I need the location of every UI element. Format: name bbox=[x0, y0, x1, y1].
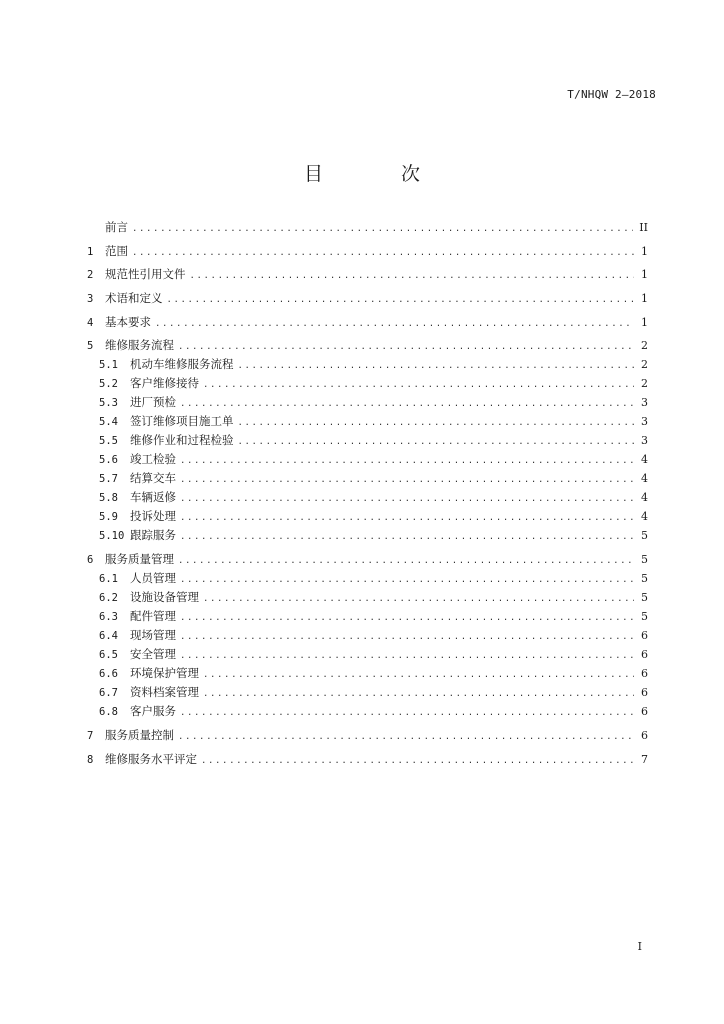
toc-entry[interactable] bbox=[87, 218, 648, 237]
toc-entry-label: 跟踪服务 bbox=[130, 528, 176, 543]
toc-entry-number: 6.8 bbox=[99, 706, 118, 719]
toc-leader-dots bbox=[201, 752, 634, 771]
toc-leader-dots bbox=[180, 647, 634, 666]
toc-entry-label: 机动车维修服务流程 bbox=[130, 357, 234, 372]
toc-entry-number: 6.6 bbox=[99, 668, 118, 681]
toc-entry-page: 6 bbox=[641, 705, 648, 719]
toc-leader-dots bbox=[132, 244, 634, 263]
toc-leader-dots bbox=[180, 528, 634, 547]
toc-leader-dots bbox=[180, 490, 634, 509]
table-of-contents bbox=[87, 218, 648, 769]
toc-entry-number: 5.6 bbox=[99, 454, 118, 467]
toc-leader-dots bbox=[178, 728, 634, 747]
toc-leader-dots bbox=[238, 414, 635, 433]
toc-entry[interactable] bbox=[87, 683, 648, 702]
toc-entry-page: 3 bbox=[641, 396, 648, 410]
page-title: 目 次 bbox=[303, 163, 457, 185]
toc-entry-page: 5 bbox=[641, 553, 648, 567]
toc-leader-dots bbox=[167, 291, 635, 310]
toc-entry-label: 客户服务 bbox=[130, 704, 176, 719]
toc-entry-number: 5.7 bbox=[99, 473, 118, 486]
toc-entry-page: 5 bbox=[641, 529, 648, 543]
toc-entry-page: 7 bbox=[641, 752, 648, 766]
toc-leader-dots bbox=[155, 315, 634, 334]
toc-entry[interactable] bbox=[87, 626, 648, 645]
toc-entry-number: 2 bbox=[87, 269, 94, 282]
toc-entry-page: 4 bbox=[641, 510, 648, 524]
toc-entry-page: 6 bbox=[641, 648, 648, 662]
toc-entry[interactable] bbox=[87, 726, 648, 745]
toc-entry-page: 3 bbox=[641, 415, 648, 429]
toc-entry-page: 3 bbox=[641, 434, 648, 448]
toc-entry[interactable] bbox=[87, 313, 648, 332]
toc-leader-dots bbox=[180, 471, 634, 490]
toc-leader-dots bbox=[178, 338, 634, 357]
toc-entry-page: 4 bbox=[641, 453, 648, 467]
toc-entry-label: 范围 bbox=[105, 243, 128, 258]
toc-entry[interactable] bbox=[87, 336, 648, 355]
toc-entry-page: 5 bbox=[641, 572, 648, 586]
toc-entry-label: 服务质量控制 bbox=[105, 727, 174, 742]
toc-leader-dots bbox=[203, 685, 634, 704]
toc-entry-number: 6 bbox=[87, 554, 94, 567]
toc-entry-number: 5.4 bbox=[99, 416, 118, 429]
toc-entry-label: 客户维修接待 bbox=[130, 376, 199, 391]
toc-entry-label: 现场管理 bbox=[130, 628, 176, 643]
toc-entry-number: 6.7 bbox=[99, 687, 118, 700]
toc-entry-label: 设施设备管理 bbox=[130, 590, 199, 605]
toc-entry-label: 进厂预检 bbox=[130, 395, 176, 410]
toc-entry-label: 资料档案管理 bbox=[130, 685, 199, 700]
toc-entry[interactable] bbox=[87, 645, 648, 664]
toc-leader-dots bbox=[180, 609, 634, 628]
toc-entry-page: 2 bbox=[641, 339, 648, 353]
toc-entry-number: 5.2 bbox=[99, 378, 118, 391]
toc-leader-dots bbox=[203, 666, 634, 685]
toc-entry-label: 配件管理 bbox=[130, 609, 176, 624]
toc-entry-label: 安全管理 bbox=[130, 647, 176, 662]
toc-entry-label: 环境保护管理 bbox=[130, 666, 199, 681]
toc-entry[interactable] bbox=[87, 265, 648, 284]
toc-leader-dots bbox=[238, 433, 635, 452]
toc-entry-label: 投诉处理 bbox=[130, 509, 176, 524]
toc-entry[interactable] bbox=[87, 507, 648, 526]
toc-entry-page: 6 bbox=[641, 728, 648, 742]
toc-entry-number: 6.1 bbox=[99, 573, 118, 586]
toc-leader-dots bbox=[180, 704, 634, 723]
toc-entry-number: 3 bbox=[87, 293, 94, 306]
toc-entry-page: 1 bbox=[641, 315, 648, 329]
toc-entry-label: 基本要求 bbox=[105, 314, 151, 329]
toc-entry-label: 车辆返修 bbox=[130, 490, 176, 505]
toc-leader-dots bbox=[203, 376, 634, 395]
toc-leader-dots bbox=[180, 628, 634, 647]
toc-entry-number: 6.3 bbox=[99, 611, 118, 624]
toc-entry-page: II bbox=[639, 221, 648, 234]
toc-entry[interactable] bbox=[87, 569, 648, 588]
toc-entry[interactable] bbox=[87, 607, 648, 626]
toc-entry-page: 6 bbox=[641, 686, 648, 700]
toc-entry[interactable] bbox=[87, 431, 648, 450]
toc-leader-dots bbox=[190, 267, 635, 286]
toc-entry[interactable] bbox=[87, 750, 648, 769]
toc-entry[interactable] bbox=[87, 393, 648, 412]
toc-entry-number: 6.5 bbox=[99, 649, 118, 662]
toc-leader-dots bbox=[180, 509, 634, 528]
toc-entry-label: 术语和定义 bbox=[105, 291, 163, 306]
toc-entry-number: 5.10 bbox=[99, 530, 125, 543]
toc-entry-page: 5 bbox=[641, 610, 648, 624]
toc-leader-dots bbox=[203, 590, 634, 609]
toc-entry[interactable] bbox=[87, 469, 648, 488]
toc-entry[interactable] bbox=[87, 588, 648, 607]
toc-entry-page: 4 bbox=[641, 472, 648, 486]
toc-entry-page: 5 bbox=[641, 591, 648, 605]
toc-entry[interactable] bbox=[87, 450, 648, 469]
toc-entry[interactable] bbox=[87, 526, 648, 545]
toc-leader-dots bbox=[180, 452, 634, 471]
toc-entry-number: 6.2 bbox=[99, 592, 118, 605]
toc-entry-label: 人员管理 bbox=[130, 571, 176, 586]
toc-entry-number: 7 bbox=[87, 729, 94, 742]
toc-entry-page: 6 bbox=[641, 629, 648, 643]
toc-entry-number: 4 bbox=[87, 316, 94, 329]
toc-entry-label: 规范性引用文件 bbox=[105, 267, 186, 282]
toc-entry[interactable] bbox=[87, 702, 648, 721]
toc-leader-dots bbox=[132, 220, 633, 239]
toc-entry-label: 维修服务流程 bbox=[105, 338, 174, 353]
toc-leader-dots bbox=[180, 395, 634, 414]
toc-entry-number: 5.5 bbox=[99, 435, 118, 448]
toc-entry-page: 2 bbox=[641, 358, 648, 372]
page-number: I bbox=[637, 940, 642, 953]
toc-entry-number: 5.8 bbox=[99, 492, 118, 505]
toc-entry-page: 4 bbox=[641, 491, 648, 505]
toc-entry-number: 5.9 bbox=[99, 511, 118, 524]
toc-entry-number: 8 bbox=[87, 753, 94, 766]
toc-entry-number: 5.3 bbox=[99, 397, 118, 410]
toc-entry-page: 2 bbox=[641, 377, 648, 391]
toc-entry-label: 结算交车 bbox=[130, 471, 176, 486]
toc-entry[interactable] bbox=[87, 374, 648, 393]
toc-entry-number: 6.4 bbox=[99, 630, 118, 643]
toc-entry[interactable] bbox=[87, 355, 648, 374]
toc-entry[interactable] bbox=[87, 242, 648, 261]
toc-leader-dots bbox=[238, 357, 635, 376]
toc-entry-label: 签订维修项目施工单 bbox=[130, 414, 234, 429]
toc-entry-label: 维修服务水平评定 bbox=[105, 751, 197, 766]
toc-entry[interactable] bbox=[87, 664, 648, 683]
toc-entry[interactable] bbox=[87, 289, 648, 308]
toc-entry-page: 1 bbox=[641, 292, 648, 306]
toc-entry[interactable] bbox=[87, 412, 648, 431]
toc-entry-label: 服务质量管理 bbox=[105, 552, 174, 567]
toc-entry-label: 竣工检验 bbox=[130, 452, 176, 467]
toc-entry-page: 6 bbox=[641, 667, 648, 681]
toc-entry[interactable] bbox=[87, 488, 648, 507]
toc-leader-dots bbox=[180, 571, 634, 590]
document-code: T/NHQW 2—2018 bbox=[567, 88, 656, 101]
toc-entry-page: 1 bbox=[641, 244, 648, 258]
toc-entry-label: 维修作业和过程检验 bbox=[130, 433, 234, 448]
toc-leader-dots bbox=[178, 552, 634, 571]
toc-entry-number: 5.1 bbox=[99, 359, 118, 372]
toc-entry[interactable] bbox=[87, 550, 648, 569]
toc-entry-number: 1 bbox=[87, 245, 94, 258]
toc-entry-page: 1 bbox=[641, 268, 648, 282]
toc-entry-number: 5 bbox=[87, 340, 94, 353]
toc-entry-label: 前言 bbox=[105, 220, 128, 234]
